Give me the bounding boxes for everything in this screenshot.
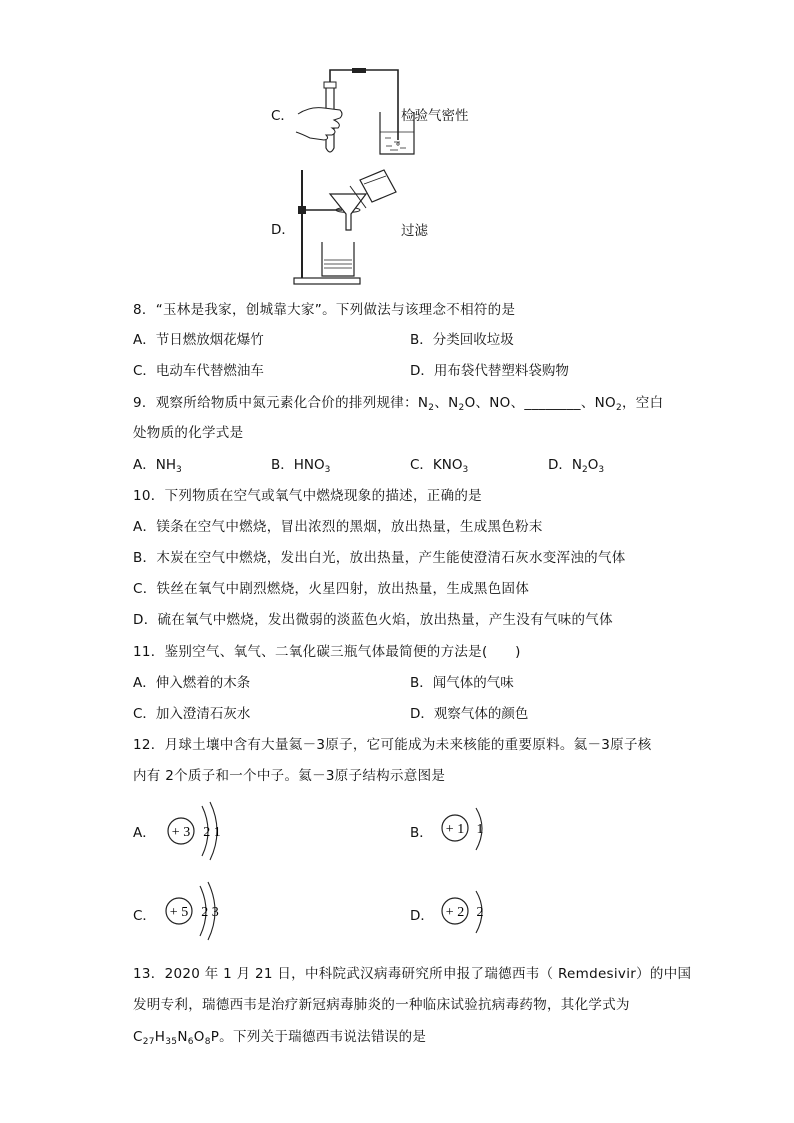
- q9-stem-line1: 9．观察所给物质中氮元素化合价的排列规律：$N_2$、$N_2O$、NO、________、$NO_2$，空白: [133, 395, 664, 413]
- q10-option-d: D．硫在氧气中燃烧，发出微弱的淡蓝色火焰，放出热量，产生没有气味的气体: [133, 612, 613, 628]
- q12-option-d-nucleus: + 2: [445, 905, 465, 920]
- q9-stem-line2: 处物质的化学式是: [133, 425, 244, 441]
- q12-stem-line1: 12．月球土壤中含有大量氦－3原子，它可能成为未来核能的重要原料。氦－3原子核: [133, 737, 652, 753]
- q13-line2: 发明专利，瑞德西韦是治疗新冠病毒肺炎的一种临床试验抗病毒药物，其化学式为: [133, 997, 630, 1013]
- q10-option-c: C．铁丝在氧气中剧烈燃烧，火星四射，放出热量，生成黑色固体: [133, 581, 530, 597]
- q7-option-d-caption: 过滤: [401, 223, 428, 239]
- q12-option-a-shells: 2 1: [203, 825, 221, 840]
- q13-line1: 13．2020 年 1 月 21 日，中科院武汉病毒研究所申报了瑞德西韦（ Remdesivir）的中国: [133, 966, 692, 982]
- q12-option-d-atom-diagram: [440, 887, 500, 939]
- q7-option-d-letter: D．: [271, 222, 295, 238]
- q12-option-b-atom-diagram: [440, 804, 500, 856]
- q9-option-d: D．$N_2O_3$: [548, 457, 605, 475]
- filtration-apparatus-diagram: [292, 164, 402, 288]
- q12-stem-line2: 内有 2个质子和一个中子。氦－3原子结构示意图是: [133, 768, 446, 784]
- q12-option-a-nucleus: + 3: [171, 825, 191, 840]
- q12-option-b-nucleus: + 1: [445, 822, 465, 837]
- q12-option-d-letter: D．: [410, 908, 434, 924]
- q11-option-c: C．加入澄清石灰水: [133, 706, 251, 722]
- q9-option-b: B．$HNO_3$: [271, 457, 331, 475]
- q12-option-b-shells: 1: [476, 822, 484, 837]
- q12-option-b-letter: B．: [410, 825, 433, 841]
- q9-option-a: A．$NH_3$: [133, 457, 182, 475]
- q10-option-b: B．木炭在空气中燃烧，发出白光，放出热量，产生能使澄清石灰水变浑浊的气体: [133, 550, 626, 566]
- q8-stem: 8．“玉林是我家，创城靠大家”。下列做法与该理念不相符的是: [133, 302, 516, 318]
- q11-option-a: A．伸入燃着的木条: [133, 675, 251, 691]
- q12-option-c-nucleus: + 5: [169, 905, 189, 920]
- q8-option-b: B．分类回收垃圾: [410, 332, 514, 348]
- q13-formula: $C_{27}H_{35}N_6O_8P$: [133, 1029, 220, 1047]
- q10-option-a: A．镁条在空气中燃烧，冒出浓烈的黑烟，放出热量，生成黑色粉末: [133, 519, 543, 535]
- q10-stem: 10．下列物质在空气或氧气中燃烧现象的描述，正确的是: [133, 488, 482, 504]
- q8-option-d: D．用布袋代替塑料袋购物: [410, 363, 569, 379]
- q8-option-c: C．电动车代替燃油车: [133, 363, 264, 379]
- q12-option-d-shells: 2: [476, 905, 484, 920]
- q9-answer-blank: ________: [524, 395, 581, 411]
- q8-option-a: A．节日燃放烟花爆竹: [133, 332, 264, 348]
- q12-option-a-letter: A．: [133, 825, 156, 841]
- q12-option-c-atom-diagram: [164, 878, 234, 944]
- q9-option-c: C．$KNO_3$: [410, 457, 469, 475]
- q11-stem: 11．鉴别空气、氧气、二氧化碳三瓶气体最简便的方法是( ): [133, 644, 521, 660]
- q12-option-c-letter: C．: [133, 908, 156, 924]
- q12-option-a-atom-diagram: [166, 798, 236, 864]
- q13-line3: $C_{27}H_{35}N_6O_8P$。下列关于瑞德西韦说法错误的是: [133, 1029, 427, 1047]
- q11-option-d: D．观察气体的颜色: [410, 706, 529, 722]
- q7-option-c-caption: 检验气密性: [401, 108, 469, 124]
- q12-option-c-shells: 2 3: [201, 905, 219, 920]
- q11-option-b: B．闻气体的气味: [410, 675, 514, 691]
- q7-option-c-letter: C．: [271, 108, 294, 124]
